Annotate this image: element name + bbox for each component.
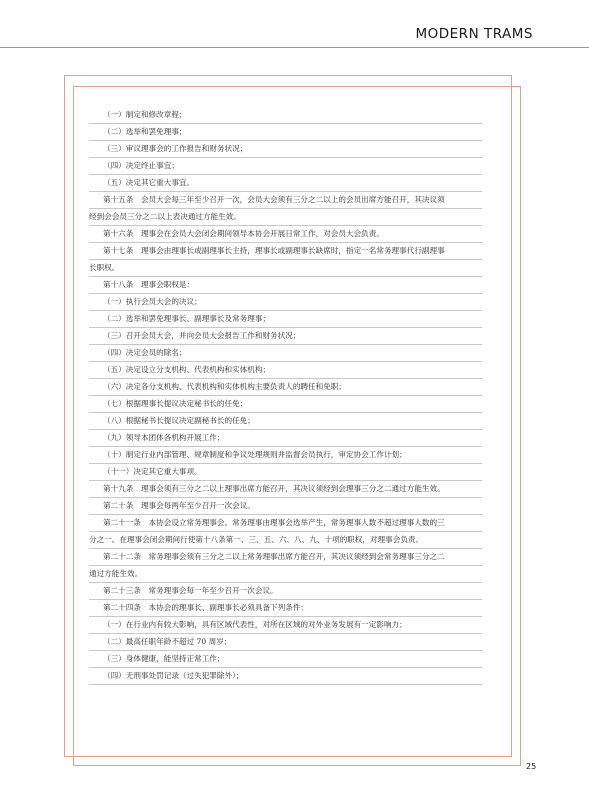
text-line: （三）身体健康，能坚持正常工作；: [89, 651, 482, 668]
text-line: （四）决定会员的除名；: [89, 345, 482, 362]
text-line: （二）最高任职年龄不超过 70 周岁；: [89, 634, 482, 651]
text-line: （五）决定设立分支机构、代表机构和实体机构；: [89, 362, 482, 379]
text-line: 通过方能生效。: [89, 566, 482, 583]
text-line: （二）选举和罢免理事；: [89, 124, 482, 141]
text-line: 长职权。: [89, 260, 482, 277]
text-line: （二）选举和罢免理事长、副理事长及常务理事；: [89, 311, 482, 328]
text-line: （四）无刑事处罚记录（过失犯罪除外）；: [89, 668, 482, 685]
text-line: 第十六条 理事会在会员大会闭会期间领导本协会开展日常工作，对会员大会负责。: [89, 226, 482, 243]
text-line: 分之一。在理事会闭会期间行使第十八条第一、三、五、六、八、九、十项的职权，对理事会负责。: [89, 532, 482, 549]
header-rule: [0, 47, 589, 48]
page-number: 25: [526, 762, 537, 771]
article-body: [89, 107, 482, 685]
text-line: （六）决定各分支机构、代表机构和实体机构主要负责人的聘任和免职；: [89, 379, 482, 396]
text-line: （五）决定其它重大事宜。: [89, 175, 482, 192]
text-line: 第十八条 理事会职权是：: [89, 277, 482, 294]
text-line: 第二十四条 本协会的理事长、副理事长必须具备下列条件：: [89, 600, 482, 617]
text-line: 第二十三条 常务理事会每一年至少召开一次会议。: [89, 583, 482, 600]
text-line: 第十七条 理事会由理事长或副理事长主持，理事长或副理事长缺席时，指定一名常务理事代行副理事: [89, 243, 482, 260]
text-line: （四）决定终止事宜；: [89, 158, 482, 175]
text-line: 第二十条 理事会每两年至少召开一次会议。: [89, 498, 482, 515]
header-title: MODERN TRAMS: [415, 26, 533, 42]
text-line: （十）制定行业内部管理、规章制度和争议处理规则并监督会员执行，审定协会工作计划；: [89, 447, 482, 464]
text-line: （九）领导本团体各机构开展工作；: [89, 430, 482, 447]
text-line: 第十九条 理事会须有三分之二以上理事出席方能召开，其决议须经到会理事三分之二通过方能生效。: [89, 481, 482, 498]
text-line: （一）在行业内有较大影响，具有区域代表性，对所在区域的对外业务发展有一定影响力；: [89, 617, 482, 634]
text-line: （一）制定和修改章程；: [89, 107, 482, 124]
text-line: 第二十二条 常务理事会须有三分之二以上常务理事出席方能召开，其决议须经到会常务理事三分之二: [89, 549, 482, 566]
text-line: （一）执行会员大会的决议；: [89, 294, 482, 311]
text-line: （七）根据理事长提议决定秘书长的任免；: [89, 396, 482, 413]
text-line: （八）根据秘书长提议决定副秘书长的任免；: [89, 413, 482, 430]
text-line: （三）召开会员大会，并向会员大会报告工作和财务状况；: [89, 328, 482, 345]
text-line: （三）审议理事会的工作报告和财务状况；: [89, 141, 482, 158]
text-line: 经到会会员三分之二以上表决通过方能生效。: [89, 209, 482, 226]
text-line: 第十五条 会员大会每三年至少召开一次，会员大会须有三分之二以上的会员出席方能召开，其决议须: [89, 192, 482, 209]
text-line: 第二十一条 本协会设立常务理事会。常务理事由理事会选举产生，常务理事人数不超过理事人数的三: [89, 515, 482, 532]
text-line: （十一）决定其它重大事项。: [89, 464, 482, 481]
